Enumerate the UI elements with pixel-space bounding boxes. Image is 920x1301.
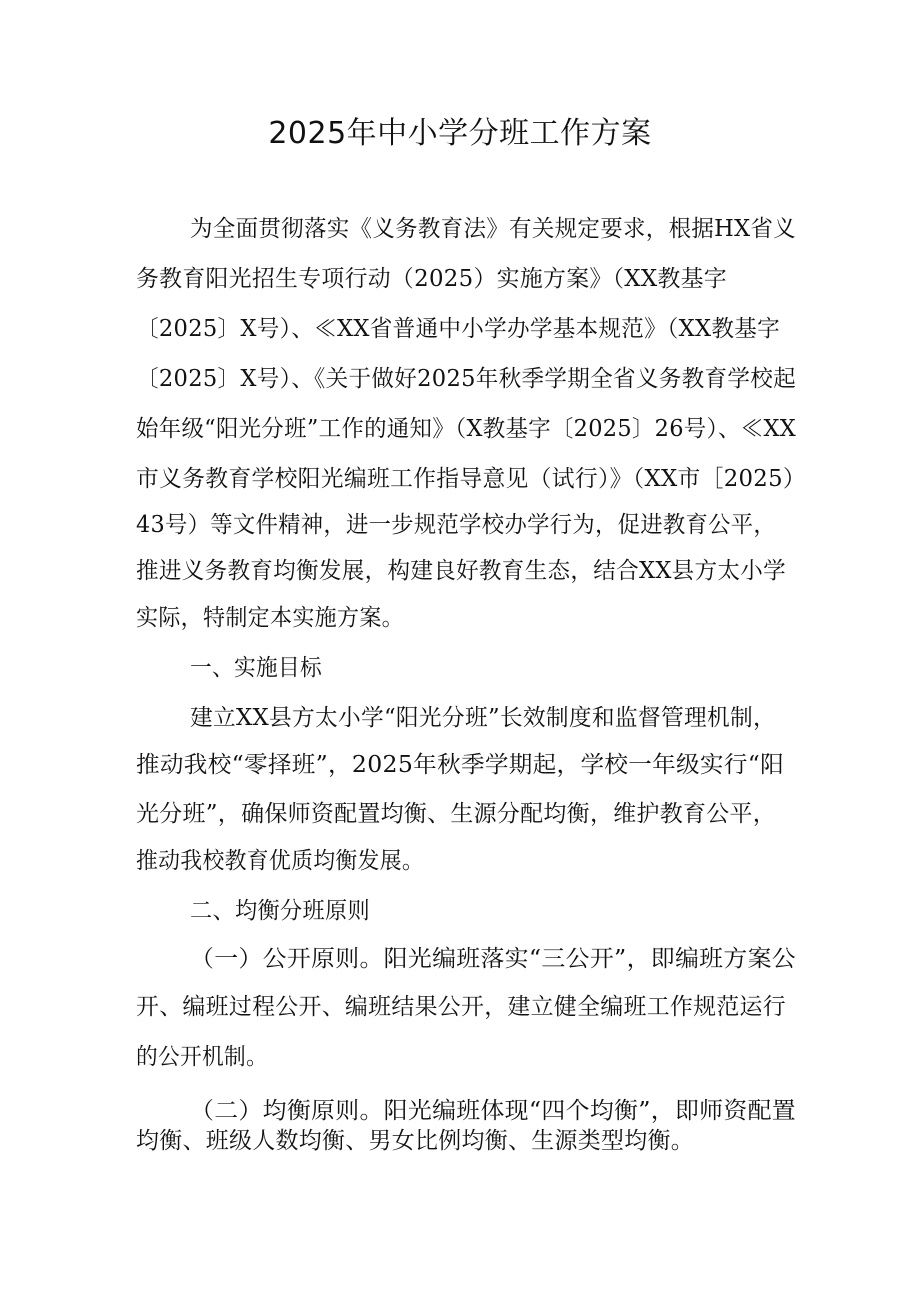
section2-item1-line-3: 的公开机制。: [136, 1044, 268, 1070]
intro-line-4: 〔2025〕X号）、《关于做好2025年秋季学期全省义务教育学校起: [136, 366, 796, 392]
intro-line-6: 市义务教育学校阳光编班工作指导意见（试行）》（XX市［2025）: [136, 466, 807, 492]
intro-line-8: 推进义务教育均衡发展，构建良好教育生态，结合XX县方太小学: [136, 558, 786, 584]
section2-item1-line-1: （一）公开原则。阳光编班落实“三公开”，即编班方案公: [190, 946, 797, 972]
section1-line-3: 光分班”，确保师资配置均衡、生源分配均衡，维护教育公平，: [136, 801, 777, 827]
section2-heading: 二、均衡分班原则: [190, 898, 370, 924]
section2-item1-line-2: 开、编班过程公开、编班结果公开，建立健全编班工作规范运行: [136, 994, 786, 1020]
section1-line-2: 推动我校“零择班”，2025年秋季学期起，学校一年级实行“阳: [136, 752, 784, 778]
intro-line-5: 始年级“阳光分班”工作的通知》（X教基字〔2025〕26号）、≪XX: [136, 416, 796, 442]
intro-line-1: 为全面贯彻落实《义务教育法》有关规定要求，根据HX省义: [190, 216, 796, 242]
section2-item2-line-2: 均衡、班级人数均衡、男女比例均衡、生源类型均衡。: [136, 1128, 694, 1154]
document-title: 2025年中小学分班工作方案: [268, 116, 652, 151]
intro-line-9: 实际，特制定本实施方案。: [136, 605, 405, 631]
section1-line-1: 建立XX县方太小学“阳光分班”长效制度和监督管理机制，: [190, 705, 777, 731]
intro-line-7: 43号）等文件精神，进一步规范学校办学行为，促进教育公平，: [136, 512, 776, 538]
section2-item2-line-1: （二）均衡原则。阳光编班体现“四个均衡”，即师资配置: [190, 1098, 797, 1124]
intro-line-3: 〔2025〕X号）、≪XX省普通中小学办学基本规范》（XX教基字: [136, 316, 781, 342]
intro-line-2: 务教育阳光招生专项行动（2025）实施方案》（XX教基字: [136, 266, 727, 292]
section1-line-4: 推动我校教育优质均衡发展。: [136, 848, 425, 874]
section1-heading: 一、实施目标: [190, 655, 322, 681]
